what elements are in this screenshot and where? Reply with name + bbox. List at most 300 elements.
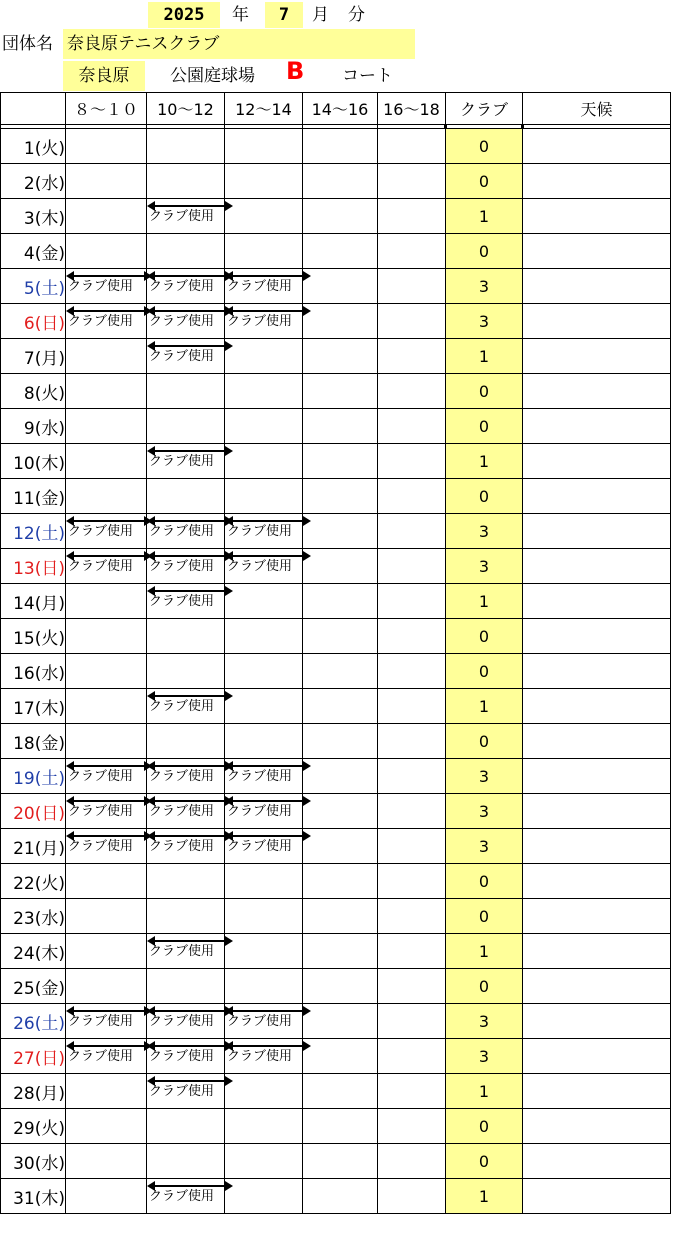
slot-cell[interactable] — [66, 724, 147, 759]
club-usage-marker — [227, 765, 304, 784]
slot-cell[interactable] — [225, 129, 303, 164]
club-count-cell: 3 — [446, 269, 523, 304]
slot-cell[interactable] — [378, 304, 446, 339]
slot-cell[interactable] — [303, 1144, 378, 1179]
double-arrow-icon — [68, 555, 148, 557]
slot-cell[interactable] — [225, 794, 303, 829]
slot-cell[interactable] — [378, 829, 446, 864]
slot-cell[interactable] — [225, 514, 303, 549]
usage-label: クラブ使用 — [68, 524, 134, 539]
double-arrow-icon — [149, 695, 229, 697]
slot-cell[interactable] — [147, 654, 225, 689]
date-cell: 27(日) — [1, 1039, 66, 1074]
weather-cell[interactable] — [523, 304, 671, 339]
slot-cell[interactable] — [225, 549, 303, 584]
slot-cell[interactable] — [66, 829, 147, 864]
slot-cell[interactable] — [378, 584, 446, 619]
slot-cell[interactable] — [147, 1109, 225, 1144]
club-usage-marker — [68, 800, 148, 819]
weather-cell[interactable] — [523, 374, 671, 409]
weather-cell[interactable] — [523, 479, 671, 514]
club-count-cell: 0 — [446, 234, 523, 269]
double-arrow-icon — [68, 800, 148, 802]
slot-cell[interactable] — [147, 899, 225, 934]
slot-cell[interactable] — [378, 969, 446, 1004]
usage-label: クラブ使用 — [227, 1014, 293, 1029]
weather-cell[interactable] — [523, 864, 671, 899]
slot-cell[interactable] — [378, 654, 446, 689]
slot-cell[interactable] — [378, 1109, 446, 1144]
club-count-cell: 0 — [446, 374, 523, 409]
club-usage-marker — [68, 310, 148, 329]
slot-cell[interactable] — [147, 479, 225, 514]
slot-cell[interactable] — [225, 899, 303, 934]
double-arrow-icon — [68, 310, 148, 312]
date-cell: 23(水) — [1, 899, 66, 934]
date-cell: 11(金) — [1, 479, 66, 514]
slot-cell[interactable] — [378, 864, 446, 899]
slot-cell[interactable] — [66, 514, 147, 549]
club-count-cell: 1 — [446, 199, 523, 234]
slot-cell[interactable] — [378, 479, 446, 514]
slot-cell[interactable] — [66, 1109, 147, 1144]
weather-cell[interactable] — [523, 514, 671, 549]
usage-label: クラブ使用 — [68, 1049, 134, 1064]
slot-cell[interactable] — [147, 164, 225, 199]
club-count-cell: 3 — [446, 829, 523, 864]
facility-name: 公園庭球場 — [170, 66, 255, 86]
slot-cell[interactable] — [303, 409, 378, 444]
slot-cell[interactable] — [303, 654, 378, 689]
table-row — [1, 129, 671, 164]
club-usage-marker — [68, 520, 148, 539]
weather-cell[interactable] — [523, 164, 671, 199]
slot-cell[interactable] — [303, 1074, 378, 1109]
slot-cell[interactable] — [66, 689, 147, 724]
club-count-cell: 0 — [446, 899, 523, 934]
slot-cell[interactable] — [225, 864, 303, 899]
slot-cell[interactable] — [225, 479, 303, 514]
usage-label: クラブ使用 — [149, 839, 215, 854]
slot-cell[interactable] — [225, 444, 303, 479]
slot-cell[interactable] — [225, 1039, 303, 1074]
slot-cell[interactable] — [378, 549, 446, 584]
slot-cell[interactable] — [147, 129, 225, 164]
slot-cell[interactable] — [66, 969, 147, 1004]
club-usage-marker — [149, 275, 226, 294]
slot-cell[interactable] — [66, 1179, 147, 1214]
weather-cell[interactable] — [523, 409, 671, 444]
slot-cell[interactable] — [66, 794, 147, 829]
weather-cell[interactable] — [523, 1004, 671, 1039]
slot-cell[interactable] — [378, 619, 446, 654]
slot-cell[interactable] — [303, 584, 378, 619]
usage-label: クラブ使用 — [149, 1014, 215, 1029]
org-name: 奈良原テニスクラブ — [63, 29, 415, 59]
double-arrow-icon — [227, 800, 307, 802]
club-usage-marker — [149, 205, 226, 224]
slot-cell[interactable] — [303, 479, 378, 514]
slot-cell[interactable] — [378, 409, 446, 444]
table-row — [1, 829, 671, 864]
club-usage-marker — [149, 1080, 226, 1099]
date-cell: 20(日) — [1, 794, 66, 829]
slot-cell[interactable] — [66, 619, 147, 654]
slot-cell[interactable] — [378, 899, 446, 934]
club-usage-marker — [149, 590, 226, 609]
club-count-cell: 3 — [446, 1039, 523, 1074]
club-count-cell: 1 — [446, 1179, 523, 1214]
slot-cell[interactable] — [378, 794, 446, 829]
usage-label: クラブ使用 — [227, 314, 293, 329]
club-count-cell: 0 — [446, 409, 523, 444]
slot-cell[interactable] — [225, 689, 303, 724]
slot-cell[interactable] — [303, 689, 378, 724]
date-column-header — [1, 93, 66, 125]
slot-cell[interactable] — [378, 129, 446, 164]
slot-cell[interactable] — [378, 234, 446, 269]
table-row — [1, 969, 671, 1004]
slot-cell[interactable] — [303, 304, 378, 339]
date-cell: 10(木) — [1, 444, 66, 479]
club-usage-marker — [227, 1045, 304, 1064]
usage-label: クラブ使用 — [149, 769, 215, 784]
slot-cell[interactable] — [147, 864, 225, 899]
club-count-cell: 0 — [446, 654, 523, 689]
double-arrow-icon — [68, 765, 148, 767]
slot-cell[interactable] — [225, 654, 303, 689]
slot-cell[interactable] — [225, 1074, 303, 1109]
slot-cell[interactable] — [66, 549, 147, 584]
slot-cell[interactable] — [66, 444, 147, 479]
weather-cell[interactable] — [523, 129, 671, 164]
double-arrow-icon — [149, 520, 229, 522]
slot-cell[interactable] — [303, 1179, 378, 1214]
weather-cell[interactable] — [523, 269, 671, 304]
weather-cell[interactable] — [523, 1179, 671, 1214]
slot-10-12-header: 10～12 — [147, 93, 225, 125]
slot-cell[interactable] — [147, 1039, 225, 1074]
double-arrow-icon — [149, 1010, 229, 1012]
slot-cell[interactable] — [378, 1074, 446, 1109]
slot-cell[interactable] — [303, 339, 378, 374]
weather-cell[interactable] — [523, 689, 671, 724]
table-row — [1, 1179, 671, 1214]
table-row — [1, 899, 671, 934]
slot-cell[interactable] — [66, 339, 147, 374]
date-cell: 17(木) — [1, 689, 66, 724]
slot-cell[interactable] — [147, 759, 225, 794]
club-count-cell: 3 — [446, 304, 523, 339]
slot-cell[interactable] — [147, 969, 225, 1004]
usage-label: クラブ使用 — [149, 209, 215, 224]
weather-cell[interactable] — [523, 829, 671, 864]
date-cell: 8(火) — [1, 374, 66, 409]
slot-cell[interactable] — [303, 619, 378, 654]
slot-16-18-header: 16～18 — [378, 93, 446, 125]
weather-cell[interactable] — [523, 1074, 671, 1109]
weather-cell[interactable] — [523, 584, 671, 619]
slot-cell[interactable] — [225, 619, 303, 654]
table-row — [1, 479, 671, 514]
usage-label: クラブ使用 — [149, 559, 215, 574]
slot-cell[interactable] — [378, 934, 446, 969]
usage-label: クラブ使用 — [149, 1189, 215, 1204]
usage-label: クラブ使用 — [149, 1084, 215, 1099]
slot-cell[interactable] — [225, 409, 303, 444]
date-cell: 24(木) — [1, 934, 66, 969]
slot-cell[interactable] — [66, 864, 147, 899]
slot-cell[interactable] — [378, 374, 446, 409]
slot-cell[interactable] — [303, 234, 378, 269]
slot-cell[interactable] — [66, 1144, 147, 1179]
slot-cell[interactable] — [303, 129, 378, 164]
slot-cell[interactable] — [303, 1004, 378, 1039]
slot-cell[interactable] — [147, 1004, 225, 1039]
slot-cell[interactable] — [66, 304, 147, 339]
date-cell: 16(水) — [1, 654, 66, 689]
slot-cell[interactable] — [303, 549, 378, 584]
slot-cell[interactable] — [225, 724, 303, 759]
slot-cell[interactable] — [147, 689, 225, 724]
slot-cell[interactable] — [303, 1039, 378, 1074]
date-cell: 21(月) — [1, 829, 66, 864]
weather-cell[interactable] — [523, 1144, 671, 1179]
slot-cell[interactable] — [147, 549, 225, 584]
slot-cell[interactable] — [303, 199, 378, 234]
weather-cell[interactable] — [523, 234, 671, 269]
slot-cell[interactable] — [225, 934, 303, 969]
slot-cell[interactable] — [225, 374, 303, 409]
slot-cell[interactable] — [303, 934, 378, 969]
slot-cell[interactable] — [147, 514, 225, 549]
slot-cell[interactable] — [147, 1144, 225, 1179]
slot-cell[interactable] — [225, 304, 303, 339]
weather-cell[interactable] — [523, 759, 671, 794]
slot-cell[interactable] — [66, 234, 147, 269]
slot-cell[interactable] — [303, 899, 378, 934]
period-suffix: 分 — [348, 5, 365, 25]
year-value: 2025 — [148, 2, 220, 28]
weather-cell[interactable] — [523, 794, 671, 829]
slot-cell[interactable] — [147, 269, 225, 304]
table-row — [1, 339, 671, 374]
weather-header: 天候 — [523, 93, 671, 125]
club-count-cell: 3 — [446, 794, 523, 829]
slot-cell[interactable] — [147, 794, 225, 829]
slot-cell[interactable] — [66, 164, 147, 199]
slot-cell[interactable] — [147, 724, 225, 759]
slot-cell[interactable] — [378, 164, 446, 199]
slot-cell[interactable] — [66, 654, 147, 689]
slot-cell[interactable] — [147, 619, 225, 654]
date-cell: 3(木) — [1, 199, 66, 234]
slot-cell[interactable] — [66, 479, 147, 514]
club-count-cell: 1 — [446, 339, 523, 374]
slot-cell[interactable] — [66, 199, 147, 234]
slot-cell[interactable] — [378, 1039, 446, 1074]
double-arrow-icon — [227, 310, 307, 312]
club-usage-marker — [68, 555, 148, 574]
slot-12-14-header: 12～14 — [225, 93, 303, 125]
slot-cell[interactable] — [225, 584, 303, 619]
double-arrow-icon — [149, 1080, 229, 1082]
slot-cell[interactable] — [303, 269, 378, 304]
club-count-cell: 0 — [446, 619, 523, 654]
slot-cell[interactable] — [225, 969, 303, 1004]
slot-cell[interactable] — [303, 514, 378, 549]
weather-cell[interactable] — [523, 934, 671, 969]
club-usage-marker — [149, 800, 226, 819]
slot-cell[interactable] — [378, 444, 446, 479]
slot-cell[interactable] — [147, 444, 225, 479]
slot-cell[interactable] — [225, 1144, 303, 1179]
slot-cell[interactable] — [303, 444, 378, 479]
slot-cell[interactable] — [147, 374, 225, 409]
slot-cell[interactable] — [147, 199, 225, 234]
slot-cell[interactable] — [303, 759, 378, 794]
club-usage-marker — [149, 450, 226, 469]
table-row — [1, 1109, 671, 1144]
slot-cell[interactable] — [66, 759, 147, 794]
slot-cell[interactable] — [66, 934, 147, 969]
usage-label: クラブ使用 — [149, 314, 215, 329]
slot-cell[interactable] — [66, 1039, 147, 1074]
slot-cell[interactable] — [225, 1004, 303, 1039]
club-count-cell: 0 — [446, 724, 523, 759]
schedule-body — [1, 125, 671, 1214]
table-row — [1, 1039, 671, 1074]
double-arrow-icon — [227, 1045, 307, 1047]
slot-cell[interactable] — [66, 269, 147, 304]
usage-label: クラブ使用 — [149, 944, 215, 959]
weather-cell[interactable] — [523, 339, 671, 374]
slot-cell[interactable] — [147, 584, 225, 619]
club-usage-marker — [227, 555, 304, 574]
date-cell: 28(月) — [1, 1074, 66, 1109]
club-count-cell: 3 — [446, 549, 523, 584]
slot-cell[interactable] — [147, 234, 225, 269]
slot-cell[interactable] — [66, 584, 147, 619]
place-name: 奈良原 — [63, 61, 145, 91]
weather-cell[interactable] — [523, 1039, 671, 1074]
slot-cell[interactable] — [147, 1074, 225, 1109]
weather-cell[interactable] — [523, 199, 671, 234]
table-row — [1, 304, 671, 339]
usage-label: クラブ使用 — [227, 804, 293, 819]
slot-cell[interactable] — [147, 409, 225, 444]
club-count-cell: 1 — [446, 584, 523, 619]
header-row — [1, 93, 671, 125]
slot-cell[interactable] — [378, 1179, 446, 1214]
table-row — [1, 934, 671, 969]
club-count-cell: 1 — [446, 934, 523, 969]
date-cell: 1(火) — [1, 129, 66, 164]
slot-cell[interactable] — [225, 1109, 303, 1144]
slot-cell[interactable] — [378, 724, 446, 759]
table-row — [1, 689, 671, 724]
date-cell: 12(土) — [1, 514, 66, 549]
slot-cell[interactable] — [147, 934, 225, 969]
slot-cell[interactable] — [303, 794, 378, 829]
slot-cell[interactable] — [66, 374, 147, 409]
date-cell: 18(金) — [1, 724, 66, 759]
slot-cell[interactable] — [378, 339, 446, 374]
weather-cell[interactable] — [523, 549, 671, 584]
usage-label: クラブ使用 — [149, 1049, 215, 1064]
slot-cell[interactable] — [225, 199, 303, 234]
slot-cell[interactable] — [66, 129, 147, 164]
table-row — [1, 549, 671, 584]
slot-cell[interactable] — [225, 1179, 303, 1214]
slot-cell[interactable] — [225, 234, 303, 269]
date-cell: 30(水) — [1, 1144, 66, 1179]
weather-cell[interactable] — [523, 724, 671, 759]
slot-cell[interactable] — [378, 1004, 446, 1039]
weather-cell[interactable] — [523, 444, 671, 479]
double-arrow-icon — [149, 1185, 229, 1187]
usage-label: クラブ使用 — [149, 594, 215, 609]
double-arrow-icon — [149, 205, 229, 207]
weather-cell[interactable] — [523, 1109, 671, 1144]
slot-cell[interactable] — [378, 269, 446, 304]
slot-cell[interactable] — [147, 304, 225, 339]
slot-cell[interactable] — [378, 199, 446, 234]
double-arrow-icon — [227, 555, 307, 557]
slot-cell[interactable] — [378, 759, 446, 794]
weather-cell[interactable] — [523, 619, 671, 654]
table-row — [1, 759, 671, 794]
slot-cell[interactable] — [303, 374, 378, 409]
slot-cell[interactable] — [303, 829, 378, 864]
slot-cell[interactable] — [225, 759, 303, 794]
slot-cell[interactable] — [225, 339, 303, 374]
slot-cell[interactable] — [378, 514, 446, 549]
slot-cell[interactable] — [378, 1144, 446, 1179]
slot-cell[interactable] — [225, 269, 303, 304]
slot-cell[interactable] — [147, 1179, 225, 1214]
slot-cell[interactable] — [303, 724, 378, 759]
slot-cell[interactable] — [225, 829, 303, 864]
slot-cell[interactable] — [303, 864, 378, 899]
club-count-cell: 3 — [446, 514, 523, 549]
slot-cell[interactable] — [66, 899, 147, 934]
date-cell: 19(土) — [1, 759, 66, 794]
table-row — [1, 444, 671, 479]
slot-cell[interactable] — [225, 164, 303, 199]
slot-cell[interactable] — [303, 969, 378, 1004]
usage-label: クラブ使用 — [227, 1049, 293, 1064]
slot-cell[interactable] — [303, 1109, 378, 1144]
weather-cell[interactable] — [523, 969, 671, 1004]
slot-cell[interactable] — [66, 1074, 147, 1109]
table-row — [1, 724, 671, 759]
slot-cell[interactable] — [66, 1004, 147, 1039]
slot-cell[interactable] — [378, 689, 446, 724]
slot-cell[interactable] — [147, 829, 225, 864]
usage-label: クラブ使用 — [149, 699, 215, 714]
slot-cell[interactable] — [66, 409, 147, 444]
double-arrow-icon — [68, 1045, 148, 1047]
date-cell: 22(火) — [1, 864, 66, 899]
weather-cell[interactable] — [523, 654, 671, 689]
weather-cell[interactable] — [523, 899, 671, 934]
slot-cell[interactable] — [303, 164, 378, 199]
court-suffix: コート — [342, 66, 393, 86]
double-arrow-icon — [68, 1010, 148, 1012]
date-cell: 31(木) — [1, 1179, 66, 1214]
slot-cell[interactable] — [147, 339, 225, 374]
